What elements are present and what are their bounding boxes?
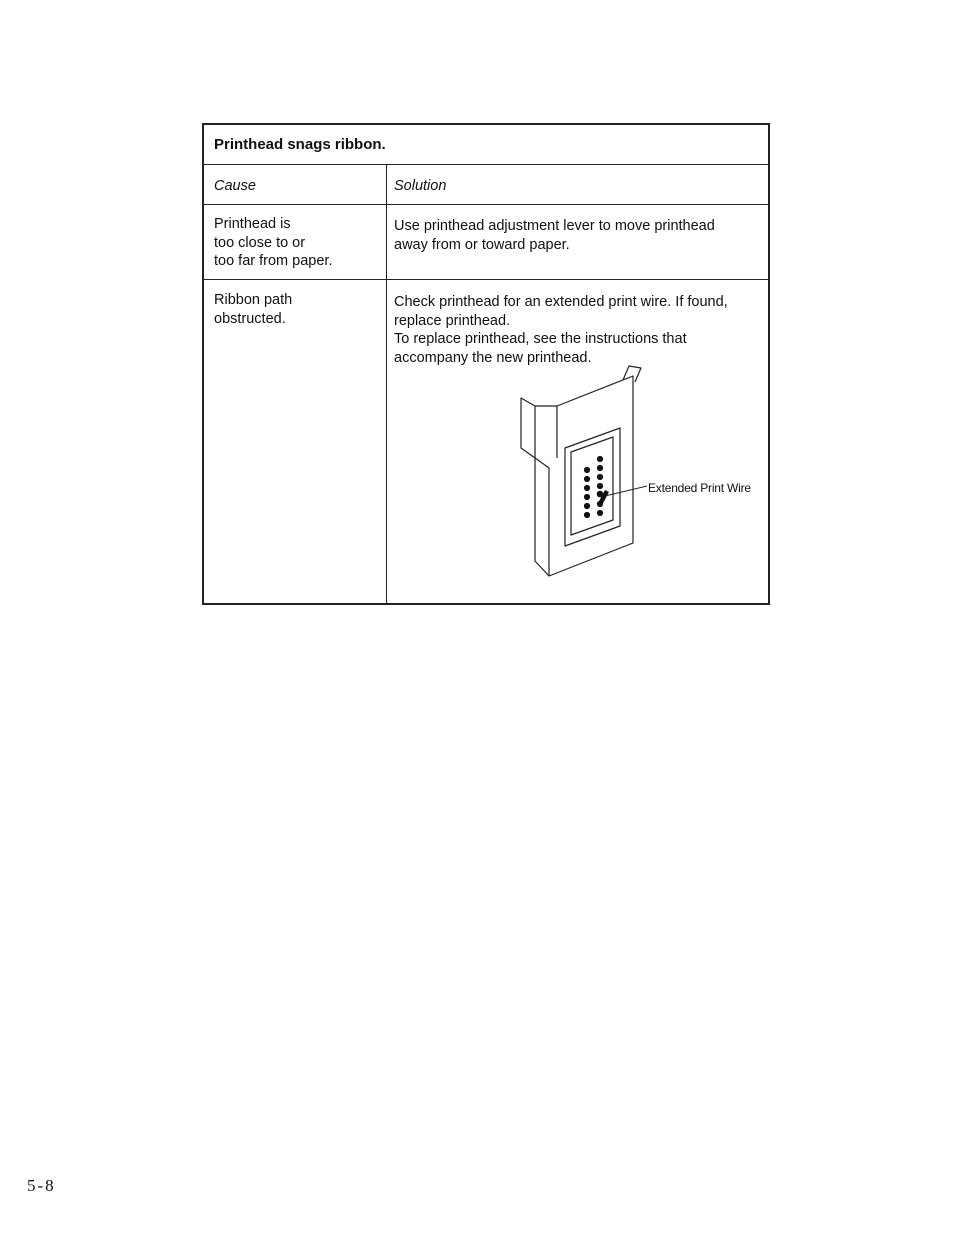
extended-print-wire-label: Extended Print Wire (648, 481, 751, 495)
table-title: Printhead snags ribbon. (214, 136, 386, 153)
table-header-row (204, 165, 768, 205)
printhead-illustration-icon (505, 358, 770, 580)
solution-cell: Check printhead for an extended print wire. If found, replace printhead. To replace printhead, see the instructions that accompany the new printhead. (394, 294, 728, 366)
table-row (204, 205, 768, 280)
page-number: 5-8 (27, 1176, 56, 1195)
cause-header: Cause (214, 178, 256, 194)
column-divider (386, 165, 387, 603)
cause-cell: Ribbon path obstructed. (214, 292, 293, 327)
cause-cell: Printhead is too close to or too far from paper. (214, 216, 333, 269)
solution-header: Solution (394, 178, 447, 194)
table-title-row (204, 125, 768, 165)
solution-cell: Use printhead adjustment lever to move printhead away from or toward paper. (394, 218, 715, 253)
